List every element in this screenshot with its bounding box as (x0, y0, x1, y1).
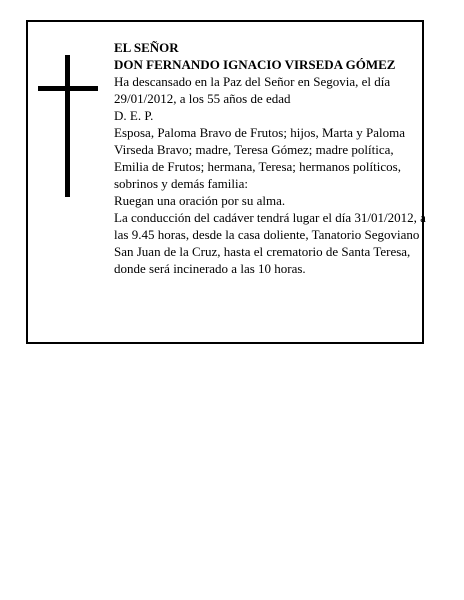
title-honorific: EL SEÑOR (114, 40, 179, 55)
conduction-details: La conducción del cadáver tendrá lugar el día 31/01/2012, a las 9.45 horas, desde la casa doliente, Tanatorio Segoviano San Juan de la Cruz, hasta el crematorio de Santa Teresa, donde será incinerado a las 10 horas. (114, 210, 426, 276)
prayer-request: Ruegan una oración por su alma. (114, 193, 286, 208)
cross-icon (38, 55, 98, 197)
dep-line: D. E. P. (114, 108, 154, 123)
obituary-text (114, 39, 426, 277)
cross-horizontal-bar (38, 86, 98, 91)
deceased-name: DON FERNANDO IGNACIO VIRSEDA GÓMEZ (114, 57, 396, 72)
family-list: Esposa, Paloma Bravo de Frutos; hijos, Marta y Paloma Virseda Bravo; madre, Teresa Gómez; madre política, Emilia de Frutos; hermana, Teresa; hermanos políticos, sobrinos y demás familia: (114, 125, 406, 191)
cross-vertical-bar (65, 55, 70, 197)
obituary-notice (26, 20, 424, 344)
rested-statement: Ha descansado en la Paz del Señor en Segovia, el día 29/01/2012, a los 55 años de edad (114, 74, 391, 106)
